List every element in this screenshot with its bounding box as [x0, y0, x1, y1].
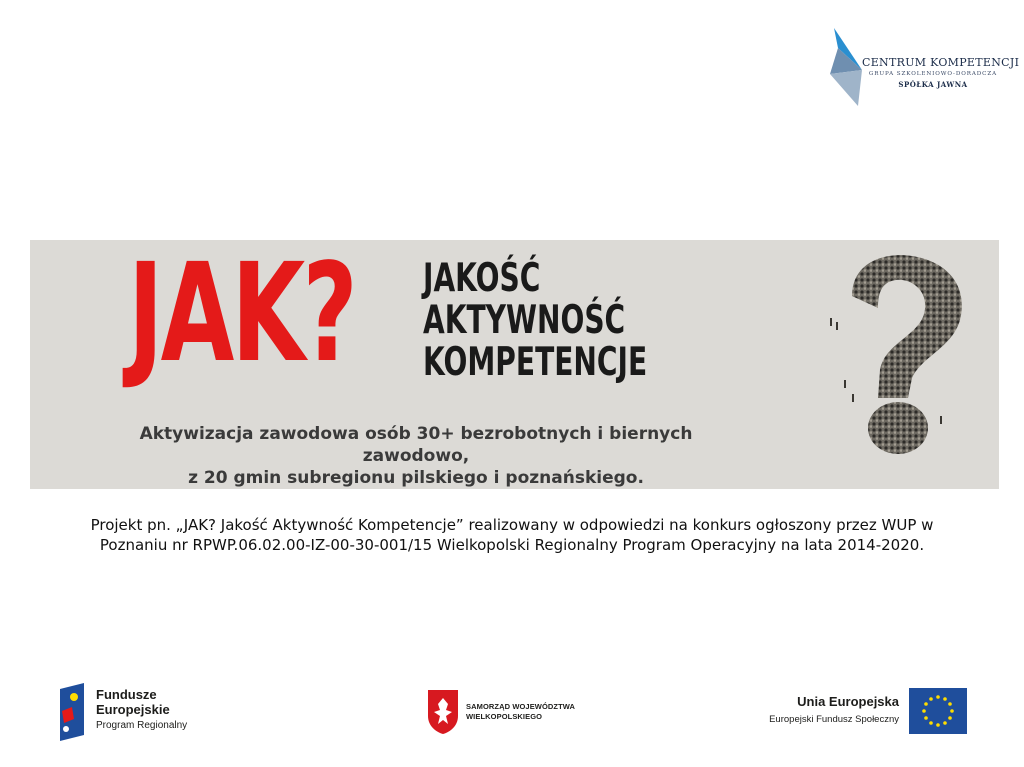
crowd-question-mark-icon: [800, 248, 990, 478]
eu-flag-icon: [909, 688, 967, 734]
project-description-line-1: Projekt pn. „JAK? Jakość Aktywność Kompetencje” realizowany w odpowiedzi na konkurs ogłoszony przez WUP w: [90, 516, 934, 534]
project-description: [40, 515, 984, 555]
fe-line-3: Program Regionalny: [96, 720, 188, 731]
fe-line-1: Fundusze: [96, 687, 157, 702]
banner-word-3: KOMPETENCJE: [423, 340, 648, 385]
samorzad-line-2: WIELKOPOLSKIEGO: [466, 712, 543, 721]
ck-title: CENTRUM KOMPETENCJI: [862, 56, 1020, 69]
fe-line-2: Europejskie: [96, 702, 170, 717]
banner-word-2: AKTYWNOŚĆ: [423, 298, 626, 343]
ue-line-2: Europejski Fundusz Społeczny: [769, 714, 899, 725]
fundusze-europejskie-logo: [58, 683, 198, 743]
samorzad-line-1: SAMORZĄD WOJEWÓDZTWA: [466, 702, 576, 711]
banner-subtitle-line-2: z 20 gmin subregionu pilskiego i poznańskiego.: [188, 468, 644, 488]
ck-company-form: SPÓŁKA JAWNA: [898, 80, 968, 89]
samorzad-wielkopolska-logo: [426, 688, 576, 736]
ck-subtitle: GRUPA SZKOLENIOWO-DORADCZA: [868, 71, 998, 77]
unia-europejska-logo: [769, 688, 967, 736]
project-banner: [30, 240, 999, 489]
banner-word-1: JAKOŚĆ: [423, 256, 541, 301]
coat-of-arms-icon: [426, 688, 460, 734]
banner-words: [423, 258, 647, 384]
banner-subtitle-line-1: Aktywizacja zawodowa osób 30+ bezrobotnych i biernych zawodowo,: [139, 424, 693, 466]
project-description-line-2: Poznaniu nr RPWP.06.02.00-IZ-00-30-001/15 Wielkopolski Regionalny Program Operacyjny na lata 2014-2020.: [99, 536, 925, 554]
fe-flag-icon: [58, 683, 88, 741]
centrum-kompetencji-logo: [828, 26, 1020, 108]
ue-line-1: Unia Europejska: [797, 694, 899, 709]
banner-headline: JAK?: [128, 240, 355, 393]
banner-subtitle: [96, 423, 736, 489]
